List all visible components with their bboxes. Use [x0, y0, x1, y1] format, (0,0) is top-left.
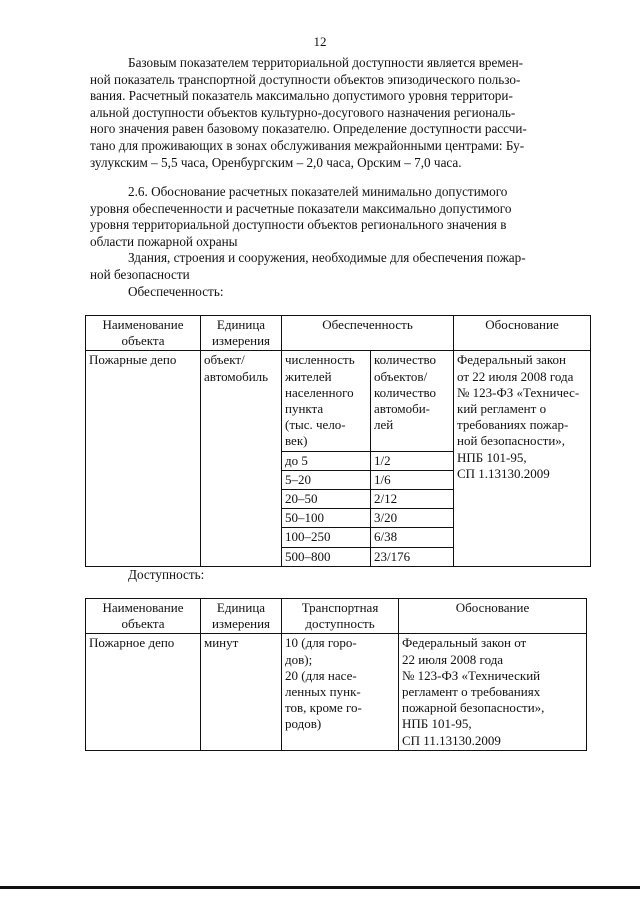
header-object: Наименование объекта [86, 599, 201, 634]
count-cell: 23/176 [371, 547, 454, 566]
header-provision: Обеспеченность [282, 316, 454, 351]
header-access: Транспортная доступность [282, 599, 399, 634]
text-line: вания. Расчетный показатель максимально допустимого уровня территори- [90, 88, 513, 104]
population-cell: 500–800 [282, 547, 371, 566]
text-line: 2.6. Обоснование расчетных показателей минимально допустимого [128, 184, 508, 199]
text-line: области пожарной охраны [90, 233, 238, 249]
text-line: ной безопасности [90, 266, 190, 282]
object-cell: Пожарное депо [86, 634, 201, 750]
population-cell: 20–50 [282, 490, 371, 509]
access-cell: 10 (для горо- дов); 20 (для насе- ленных пунк- тов, кроме го- родов) [282, 634, 399, 750]
text-line: Здания, строения и сооружения, необходимые для обеспечения пожар- [128, 250, 526, 265]
text-line: уровня обеспеченности и расчетные показатели максимально допустимого [90, 200, 512, 216]
page-bottom-rule [0, 886, 640, 889]
subheader-count: количество объектов/ количество автомоби- лей [371, 351, 454, 451]
count-cell: 6/38 [371, 528, 454, 547]
header-unit: Единица измерения [201, 599, 282, 634]
accessibility-label: Доступность: [128, 567, 205, 582]
basis-cell: Федеральный закон от 22 июля 2008 года № 123-ФЗ «Техничес- кий регламент о требованиях пожар- ной безопасности», НПБ 101-95, СП 1.13130.2009 [454, 351, 591, 566]
text-line: ного значения равен базовому показателю. Определение доступности рассчи- [90, 121, 527, 137]
population-cell: до 5 [282, 451, 371, 470]
subheader-population: численность жителей населенного пункта (тыс. чело- век) [282, 351, 371, 451]
subsection-title [90, 250, 590, 283]
population-cell: 50–100 [282, 509, 371, 528]
population-cell: 100–250 [282, 528, 371, 547]
text-line: Базовым показателем территориальной доступности является времен- [128, 55, 524, 70]
count-cell: 1/2 [371, 451, 454, 470]
header-unit: Единица измерения [201, 316, 282, 351]
header-basis: Обоснование [399, 599, 587, 634]
unit-cell: минут [201, 634, 282, 750]
basis-cell: Федеральный закон от 22 июля 2008 года № 123-ФЗ «Технический регламент о требованиях пожарной безопасности», НПБ 101-95, СП 11.13130.2009 [399, 634, 587, 750]
count-cell: 2/12 [371, 490, 454, 509]
table-row [86, 634, 587, 750]
text-line: альной доступности объектов культурно-досугового назначения региональ- [90, 104, 516, 120]
text-line: тано для проживающих в зонах обслуживания межрайонными центрами: Бу- [90, 137, 525, 153]
table-header-row [86, 599, 587, 634]
intro-paragraph [90, 55, 590, 171]
count-cell: 3/20 [371, 509, 454, 528]
text-line: ной показатель транспортной доступности объектов эпизодического пользо- [90, 71, 521, 87]
table-header-row [86, 316, 591, 351]
count-cell: 1/6 [371, 470, 454, 489]
accessibility-table [85, 598, 587, 751]
object-cell: Пожарные депо [86, 351, 201, 566]
provision-table [85, 315, 591, 567]
page-number: 12 [313, 34, 327, 49]
section-heading [90, 184, 590, 250]
header-object: Наименование объекта [86, 316, 201, 351]
table-row [86, 351, 591, 451]
text-line: уровня территориальной доступности объектов регионального значения в [90, 217, 507, 233]
header-basis: Обоснование [454, 316, 591, 351]
text-line: зулукским – 5,5 часа, Оренбургским – 2,0 часа, Орским – 7,0 часа. [90, 154, 462, 170]
population-cell: 5–20 [282, 470, 371, 489]
unit-cell: объект/ автомобиль [201, 351, 282, 566]
provision-label: Обеспеченность: [128, 284, 224, 299]
